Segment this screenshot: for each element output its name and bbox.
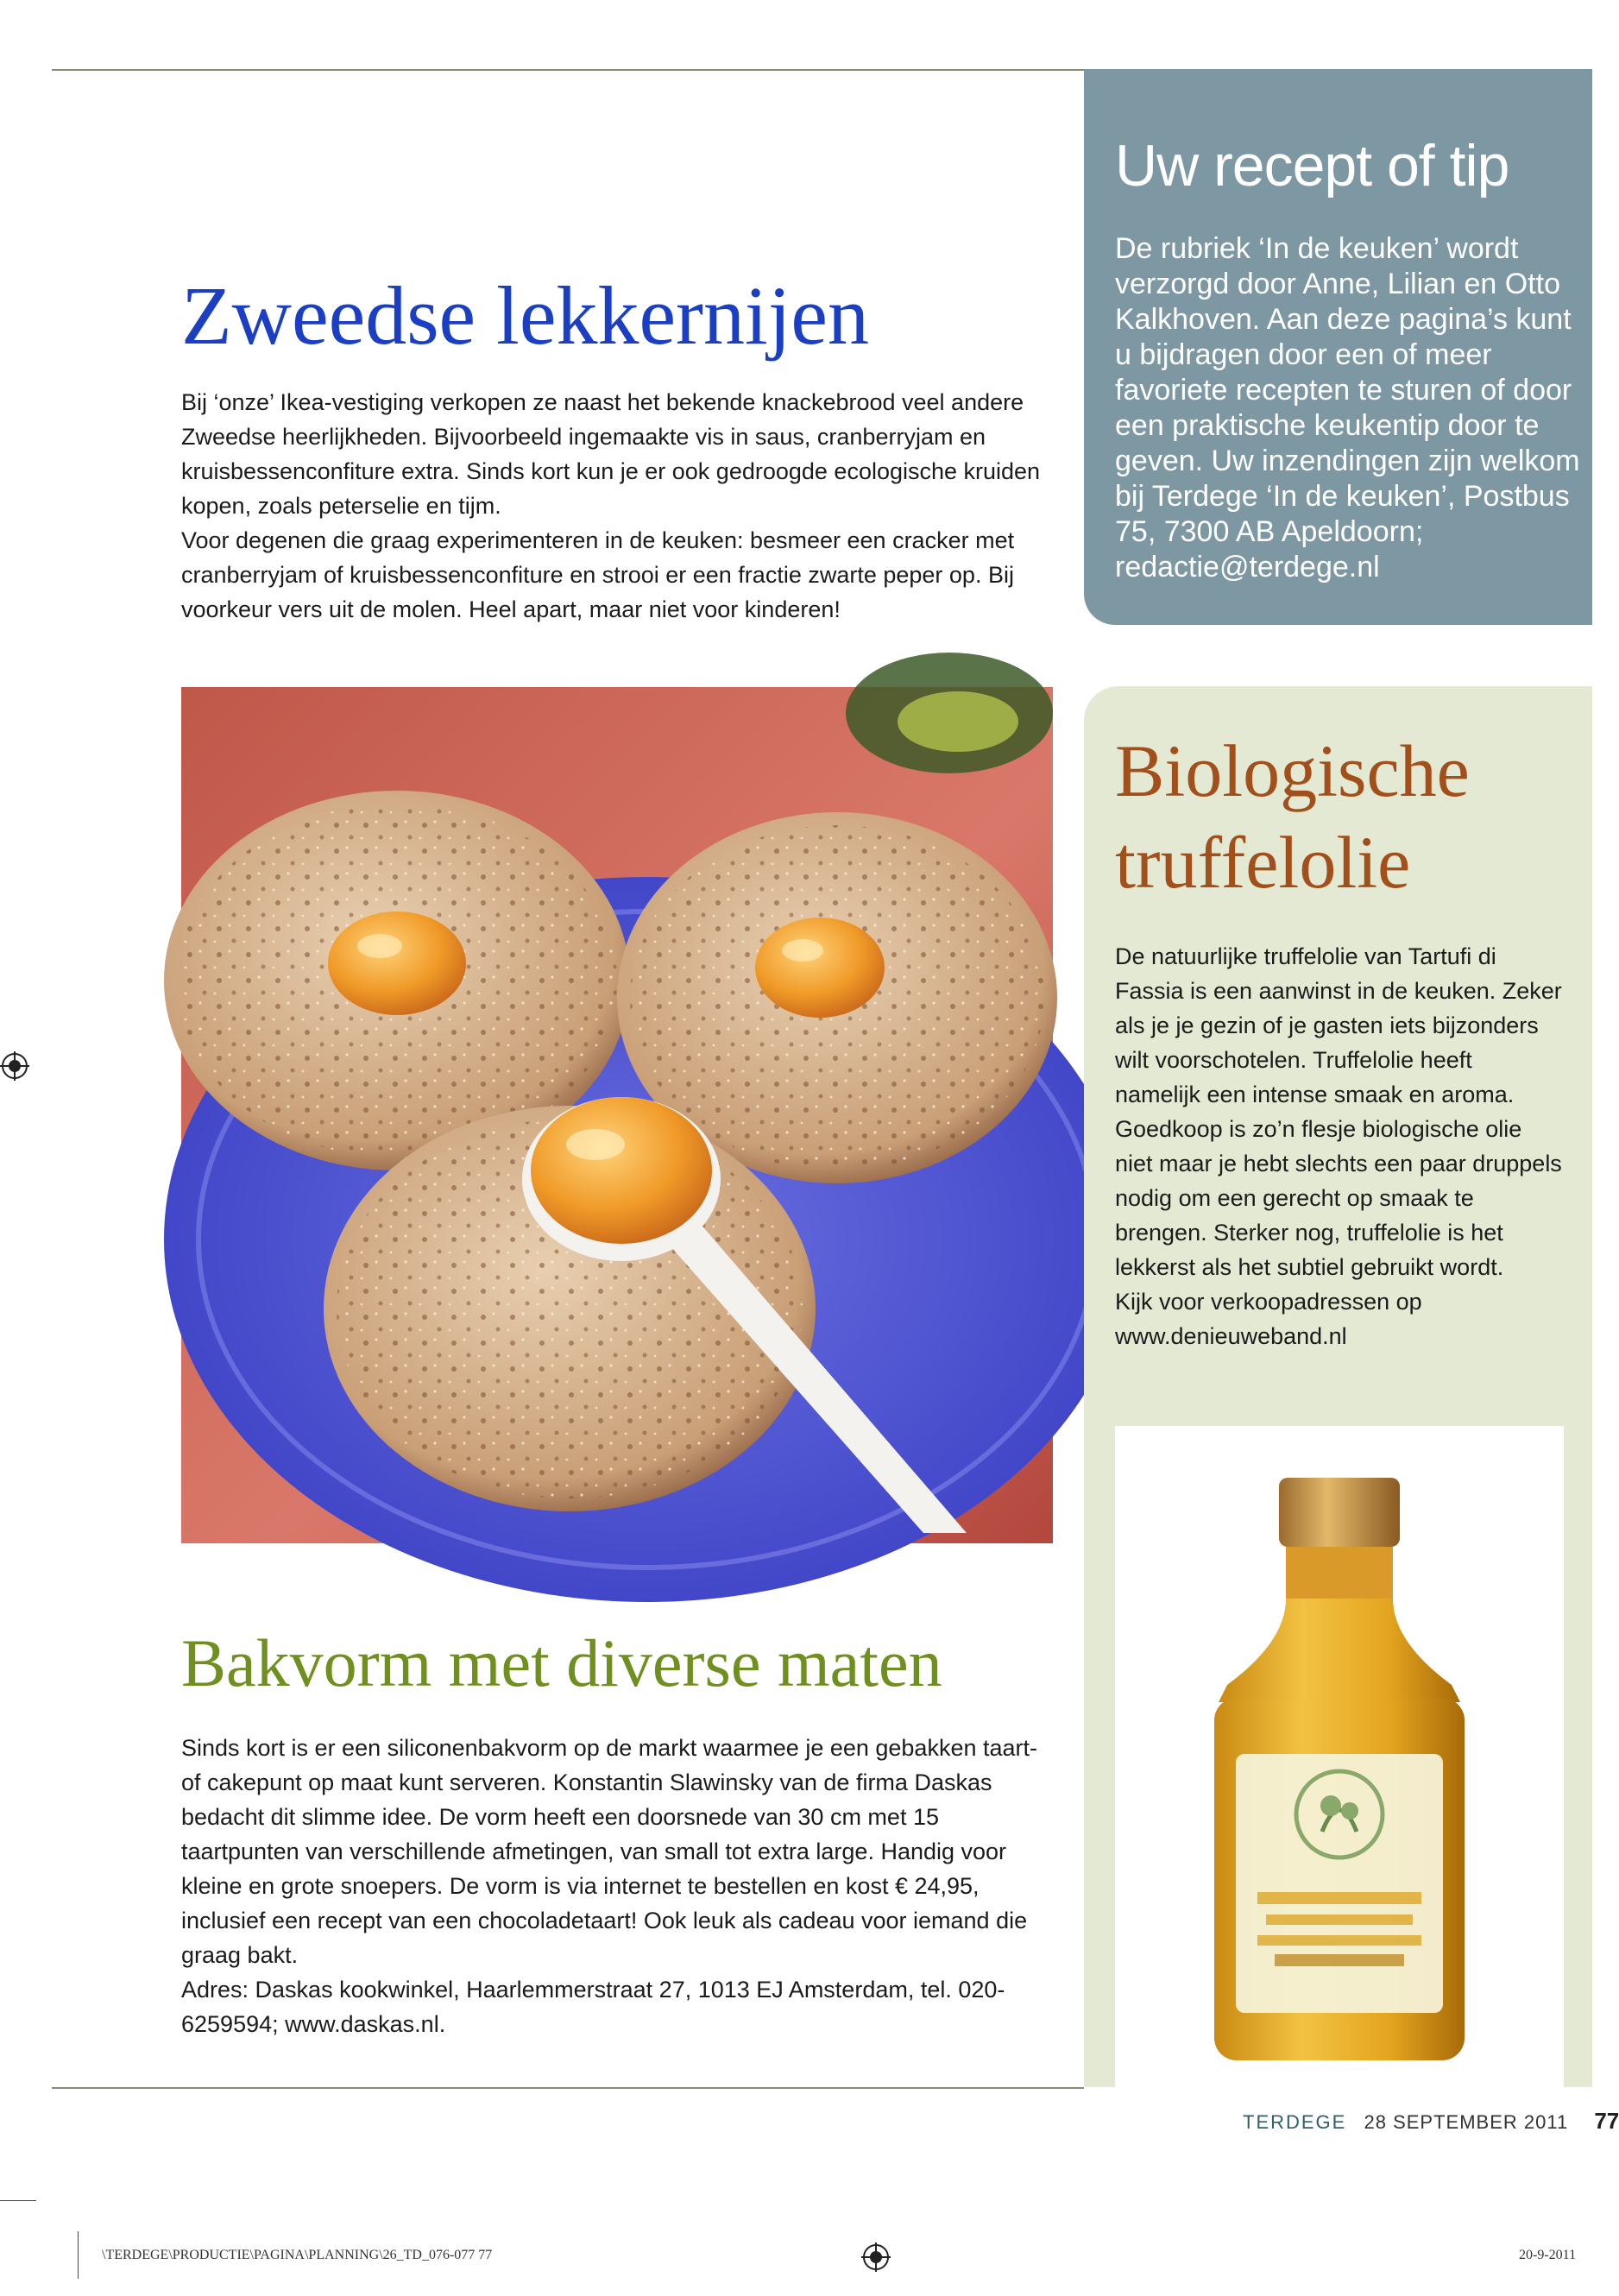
zweedse-title: Zweedse lekkernijen [181,269,869,362]
crop-mark-vertical [78,2231,79,2279]
slug-date: 20-9-2011 [1519,2248,1577,2262]
tip-title: Uw recept of tip [1115,133,1509,199]
slug-file-path: \TERDEGE\PRODUCTIE\PAGINA\PLANNING\26_TD_076-077 77 [102,2248,493,2262]
bottle-illustration [1115,1426,1564,2087]
bakvorm-paragraph-2: Adres: Daskas kookwinkel, Haarlemmerstraat 27, 1013 EJ Amsterdam, tel. 020-6259594; www.daskas.nl. [181,1977,1005,2037]
bakvorm-body [181,1731,1053,2041]
truffle-oil-bottle-photo [1115,1426,1564,2087]
crackers-photo [181,687,1053,1543]
bakvorm-paragraph-1: Sinds kort is er een siliconenbakvorm op de markt waarmee je een gebakken taart- of cakepunt op maat kunt serveren. Konstantin Slawinsky van de firma Daskas bedacht dit slimme idee. De vorm heeft een doorsnede van 30 cm met 15 taartpunten van verschillende afmetingen, van small tot extra large. Handig voor kleine en grote snoepers. De vorm is via internet te bestellen en kost € 24,95, inclusief een recept van een chocoladetaart! Ook leuk als cadeau voor iemand die graag bakt. [181,1735,1037,1968]
truffel-paragraph-2: Kijk voor verkoopadressen op www.denieuweband.nl [1115,1289,1422,1349]
top-rule [52,69,1084,71]
registration-mark-icon [861,2242,891,2272]
crop-mark-horizontal [0,2200,36,2201]
zweedse-paragraph-2: Voor degenen die graag experimenteren in de keuken: besmeer een cracker met cranberryjam of kruisbessenconfiture en strooi er een fractie zwarte peper op. Bij voorkeur vers uit de molen. Heel apart, maar niet voor kinderen! [181,527,1015,622]
page-number: 77 [1594,2108,1619,2134]
registration-mark-icon [0,1051,29,1081]
magazine-name: TERDEGE [1243,2111,1347,2133]
bottom-rule [52,2087,1084,2089]
zweedse-body [181,385,1053,627]
zweedse-paragraph-1: Bij ‘onze’ Ikea-vestiging verkopen ze naast het bekende knackebrood veel andere Zweedse heerlijkheden. Bijvoorbeeld ingemaakte vis in saus, cranberryjam en kruisbessenconfiture extra. Sinds kort kun je er ook gedroogde ecologische kruiden kopen, zoals peterselie en tijm. [181,389,1041,519]
issue-date: 28 SEPTEMBER 2011 [1364,2111,1569,2133]
bakvorm-title: Bakvorm met diverse maten [181,1625,942,1700]
truffel-paragraph-1: De natuurlijke truffelolie van Tartufi di Fassia is een aanwinst in de keuken. Zeker als je je gezin of je gasten iets bijzonders wilt voorschotelen. Truffelolie heeft namelijk een intense smaak en aroma. Goedkoop is zo’n flesje biologische olie niet maar je hebt slechts een paar druppels nodig om een gerecht op smaak te brengen. Sterker nog, truffelolie is het lekkerst als het subtiel gebruikt wordt. [1115,943,1562,1280]
truffel-body [1115,939,1564,1353]
page-footer [1243,2108,1619,2135]
tip-text: De rubriek ‘In de keuken’ wordt verzorgd door Anne, Lilian en Otto Kalkhoven. Aan deze pagina’s kunt u bijdragen door een of meer favoriete recepten te sturen of door een praktische keukentip door te geven. Uw inzendingen zijn welkom bij Terdege ‘In de keuken’, Postbus 75, 7300 AB Apeldoorn; redactie@terdege.nl [1115,232,1580,583]
truffel-title: Biologische truffelolie [1115,729,1470,904]
